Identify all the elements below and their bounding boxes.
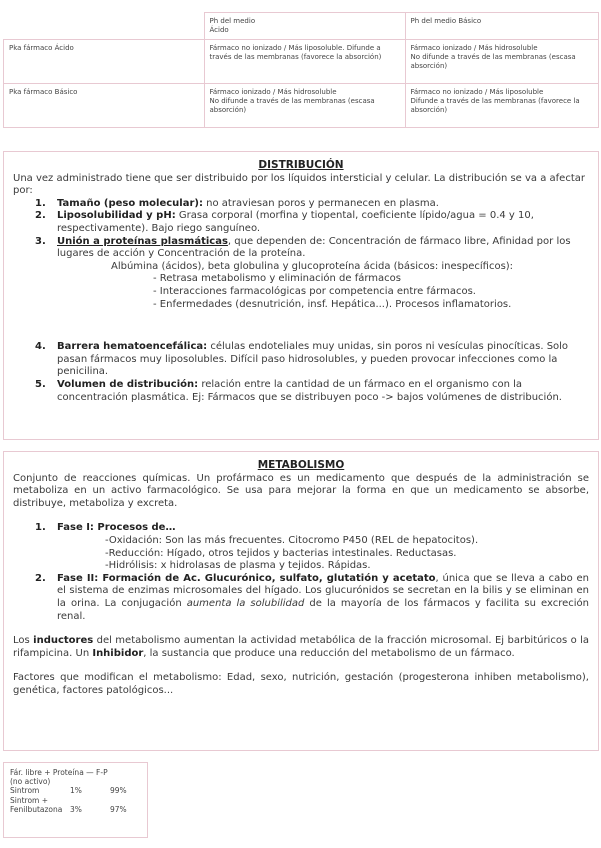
- ph-row-label-basic: Pka fármaco Básico: [4, 84, 205, 128]
- ph-col-header-acid-l2: Ácido: [209, 26, 229, 34]
- distribucion-intro: Una vez administrado tiene que ser distribuido por los líquidos intersticial y celular. La distribución se va a afectar por:: [13, 172, 585, 197]
- ind-bold-inhibidor: Inhibidor: [92, 647, 144, 659]
- spacer: [13, 660, 589, 672]
- ind-bold-inductores: inductores: [33, 635, 94, 647]
- fase2-text-b: de la mayoría de los fármacos y facilita su excreción renal.: [57, 597, 589, 622]
- ph-col-header-acid-l1: Ph del medio: [209, 17, 256, 25]
- ph-cell-basic-acid: [204, 84, 405, 128]
- ph-cell-basic-basic-l1: Fármaco no ionizado / Más liposoluble: [410, 88, 544, 96]
- item-number: 1.: [35, 522, 46, 534]
- item-text: relación entre la cantidad de un fármaco en el organismo con la concentración plasmática. Ej: Fármacos que se distribuyen poco -> bajos volúmenes de distribución.: [57, 378, 562, 403]
- item-heading: Volumen de distribución:: [57, 378, 199, 390]
- item-number: 4.: [35, 341, 46, 353]
- item-heading: Barrera hematoencefálica:: [57, 341, 208, 353]
- item-number: 5.: [35, 378, 46, 390]
- sub-list-item: - Interacciones farmacológicas por competencia entre fármacos.: [153, 285, 476, 297]
- metabolismo-intro: Conjunto de reacciones químicas. Un profármaco es un medicamento que después de la administración se metaboliza en un activo farmacológico. Se usa para mejorar la forma en que un medicamento se absorbe, distribuye, metaboliza y excreta.: [13, 472, 589, 509]
- drug-name-l1: Sintrom +: [10, 795, 49, 805]
- item-heading: Liposolubilidad y pH:: [57, 210, 176, 222]
- binding-eq-line1: Fár. libre + Proteína — F-P: [10, 768, 108, 777]
- ind-text-b: del metabolismo aumentan la actividad metabólica de la fracción microsomal. Ej barbitúricos o la rifampicina. Un: [13, 635, 589, 659]
- drug-name: Sintrom: [10, 786, 40, 796]
- fase1-list-item: -Oxidación: Son las más frecuentes. Citocromo P450 (REL de hepatocitos).: [105, 534, 479, 546]
- item-text: células endoteliales muy unidas, sin poros ni vesículas pinocíticas. Solo pasan fármacos muy liposolubles. Difícil paso hidrosolubles, y pueden provocar infecciones como la penicilina.: [57, 341, 569, 378]
- bound-percent: 99%: [110, 786, 127, 796]
- fase2-italic: aumenta la solubilidad: [186, 597, 305, 609]
- ph-cell-acid-basic-l2: No difunde a través de las membranas (escasa absorción): [410, 53, 576, 70]
- binding-eq-line2: (no activo): [10, 777, 51, 787]
- item-heading: Tamaño (peso molecular):: [57, 197, 203, 209]
- list-item: [13, 236, 589, 261]
- free-percent: 1%: [70, 786, 82, 796]
- inductores-paragraph: [13, 635, 589, 660]
- metabolismo-section: [3, 451, 599, 751]
- fase1-list-item: -Hidrólisis: x hidrolasas de plasma y tejidos. Rápidas.: [105, 560, 371, 572]
- ph-table-corner: [4, 13, 205, 40]
- bound-percent: 97%: [110, 804, 127, 814]
- ph-cell-basic-basic: [405, 84, 599, 128]
- list-item: [13, 522, 589, 535]
- item-text: no atraviesan poros y permanecen en plasma.: [202, 197, 439, 209]
- ph-cell-acid-basic: [405, 40, 599, 84]
- ph-row-label-acid: Pka fármaco Ácido: [4, 40, 205, 84]
- ph-cell-basic-acid-l1: Fármaco ionizado / Más hidrosoluble: [209, 88, 337, 96]
- protein-binding-box: [3, 762, 148, 838]
- ph-cell-acid-basic-l1: Fármaco ionizado / Más hidrosoluble: [410, 44, 538, 52]
- distribucion-section: [3, 151, 599, 440]
- list-item: [13, 379, 589, 404]
- fase1-list-item: -Reducción: Hígado, otros tejidos y bacterias intestinales. Reductasas.: [105, 547, 457, 559]
- item-text: , que dependen de: Concentración de fármaco libre, Afinidad por los lugares de acción y Concentración de la proteína.: [57, 235, 571, 260]
- spacer: [13, 510, 589, 522]
- list-item: [13, 210, 589, 235]
- item-heading: Unión a proteínas plasmáticas: [57, 235, 228, 247]
- spacer: [13, 311, 589, 341]
- ph-cell-basic-acid-l2: No difunde a través de las membranas (escasa absorción): [209, 97, 375, 114]
- proteins-subtext: Albúmina (ácidos), beta globulina y glucoproteína ácida (básicos: inespecíficos):: [111, 260, 514, 272]
- table-row: [10, 805, 141, 814]
- fase1-heading: Fase I: Procesos de…: [57, 522, 176, 534]
- item-number: 1.: [35, 197, 46, 209]
- ph-col-header-basic: Ph del medio Básico: [405, 13, 599, 40]
- list-item: [13, 198, 589, 211]
- sub-list-item: - Enfermedades (desnutrición, insf. Hepática...). Procesos inflamatorios.: [153, 298, 512, 310]
- free-percent: 3%: [70, 804, 82, 814]
- ph-table: [3, 12, 599, 128]
- ph-cell-basic-basic-l2: Difunde a través de las membranas (favorece la absorción): [410, 97, 580, 114]
- item-number: 3.: [35, 235, 46, 247]
- sub-list-item: - Retrasa metabolismo y eliminación de fármacos: [153, 273, 401, 285]
- spacer: [13, 623, 589, 635]
- list-item: [13, 573, 589, 623]
- ind-text-a: Los: [13, 635, 34, 647]
- factores-paragraph: Factores que modifican el metabolismo: Edad, sexo, nutrición, gestación (progesterona inhiben metabolismo), genética, factores patológicos...: [13, 672, 589, 696]
- item-text: Grasa corporal (morfina y tiopental, coeficiente lípido/agua = 0.4 y 10, respectivamente). Bajo riego sanguíneo.: [57, 210, 534, 234]
- item-number: 2.: [35, 572, 46, 584]
- item-number: 2.: [35, 210, 46, 222]
- ph-cell-acid-acid: Fármaco no ionizado / Más liposoluble. Difunde a través de las membranas (favorece la absorción): [204, 40, 405, 84]
- fase2-text-a: , única que se lleva a cabo en el sistema de enzimas microsomales del hígado. Los glucurónidos se secretan en la bilis y se eliminan en la orina. La conjugación: [57, 572, 589, 609]
- ind-text-c: , la sustancia que produce una reducción del metabolismo de un fármaco.: [143, 647, 515, 659]
- drug-name: Fenilbutazona: [10, 804, 63, 814]
- fase2-heading: Fase II: Formación de Ac. Glucurónico, sulfato, glutatión y acetato: [57, 572, 436, 584]
- metabolismo-title: METABOLISMO: [257, 459, 345, 471]
- list-item: [13, 341, 589, 379]
- distribucion-title: DISTRIBUCIÓN: [258, 159, 344, 171]
- table-row: [10, 786, 141, 795]
- ph-col-header-acid: [204, 13, 405, 40]
